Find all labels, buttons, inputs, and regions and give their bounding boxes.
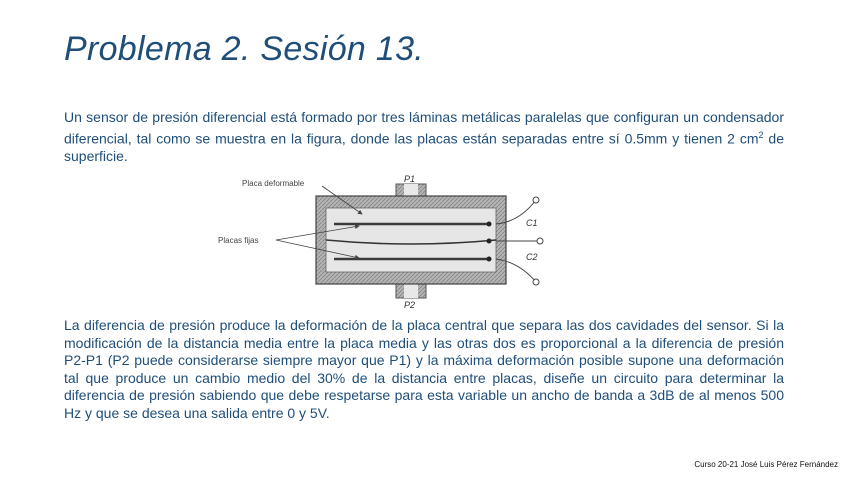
sensor-cavity xyxy=(326,208,496,272)
footer-credit: Curso 20-21 José Luis Pérez Fernández xyxy=(694,460,838,469)
label-placas-fijas: Placas fijas xyxy=(218,236,259,245)
intro-text-end: de superficie. xyxy=(64,130,784,164)
label-c2: C2 xyxy=(526,252,538,262)
intro-paragraph xyxy=(64,109,784,165)
intro-text: Un sensor de presión diferencial está formado por tres láminas metálicas paralelas que configuran un condensador diferencial, tal como se muestra en la figura, donde las placas están separadas entre sí 0.5mm y tienen 2 cm xyxy=(64,109,784,147)
superscript: 2 xyxy=(758,129,764,140)
label-c1: C1 xyxy=(526,218,538,228)
problem-paragraph: La diferencia de presión produce la deformación de la placa central que separa las dos cavidades del sensor. Si la modificación de la distancia media entre la placa media y las otras dos es proporcional a la diferencia de presión P2-P1 (P2 puede considerarse siempre mayor que P1) y la máxima deformación posible supone una deformación tal que produce un cambio medio del 30% de la distancia entre placas, diseñe un circuito para determinar la diferencia de presión sabiendo que debe respetarse para esta variable un ancho de banda a 3dB de al menos 500 Hz y que se desea una salida entre 0 y 5V. xyxy=(64,317,784,421)
label-p1: P1 xyxy=(404,174,416,184)
label-p2: P2 xyxy=(404,300,416,310)
sensor-diagram xyxy=(214,174,554,312)
slide-title: Problema 2. Sesión 13. xyxy=(64,30,425,68)
label-placa-deformable: Placa deformable xyxy=(242,179,305,188)
